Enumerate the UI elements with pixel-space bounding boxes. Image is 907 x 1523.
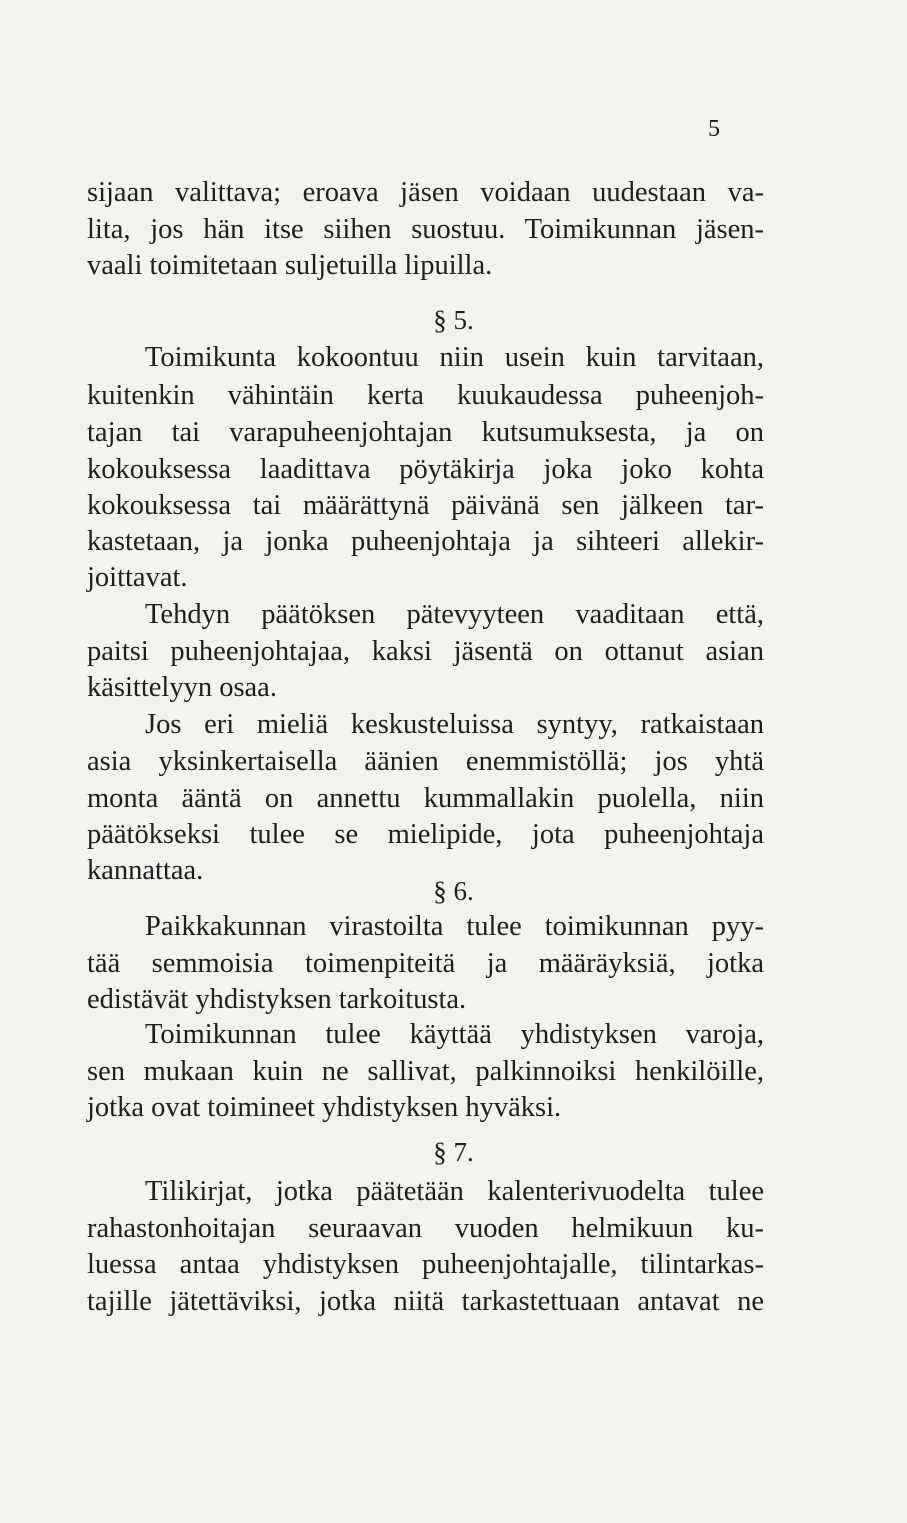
text-line: käsittelyyn osaa. (87, 672, 277, 703)
section-heading: § 7. (433, 1137, 474, 1167)
text-line: Tilikirjat, jotka päätetään kalenterivuodelta tulee (145, 1176, 764, 1207)
text-line: Toimikunnan tulee käyttää yhdistyksen varoja, (145, 1019, 764, 1050)
text-line: kastetaan, ja jonka puheenjohtaja ja sihteeri allekir- (87, 526, 764, 557)
text-line: päätökseksi tulee se mielipide, jota puheenjohtaja (87, 819, 764, 850)
text-line: paitsi puheenjohtajaa, kaksi jäsentä on ottanut asian (87, 636, 764, 667)
text-line: lita, jos hän itse siihen suostuu. Toimikunnan jäsen- (87, 214, 764, 245)
text-line: sen mukaan kuin ne sallivat, palkinnoiksi henkilöille, (87, 1056, 764, 1087)
section-heading: § 5. (433, 305, 474, 335)
text-line: Paikkakunnan virastoilta tulee toimikunnan pyy- (145, 911, 764, 942)
text-line: jotka ovat toimineet yhdistyksen hyväksi. (87, 1092, 562, 1123)
text-line: joittavat. (87, 562, 188, 593)
text-line: Toimikunta kokoontuu niin usein kuin tarvitaan, (145, 342, 764, 373)
text-line: asia yksinkertaisella äänien enemmistöllä; jos yhtä (87, 746, 764, 777)
text-line: tajille jätettäviksi, jotka niitä tarkastettuaan antavat ne (87, 1286, 764, 1317)
text-line: tää semmoisia toimenpiteitä ja määräyksiä, jotka (87, 948, 764, 979)
text-line: sijaan valittava; eroava jäsen voidaan uudestaan va- (87, 177, 764, 208)
text-line: Jos eri mieliä keskusteluissa syntyy, ratkaistaan (145, 709, 764, 740)
text-line: monta ääntä on annettu kummallakin puolella, niin (87, 783, 764, 814)
text-line: Tehdyn päätöksen pätevyyteen vaaditaan että, (145, 599, 764, 630)
text-line: kokouksessa laadittava pöytäkirja joka joko kohta (87, 454, 764, 485)
text-line: kannattaa. (87, 855, 204, 886)
text-line: rahastonhoitajan seuraavan vuoden helmikuun ku- (87, 1213, 764, 1244)
text-line: tajan tai varapuheenjohtajan kutsumuksesta, ja on (87, 417, 764, 448)
text-line: kokouksessa tai määrättynä päivänä sen jälkeen tar- (87, 490, 764, 521)
text-line: luessa antaa yhdistyksen puheenjohtajalle, tilintarkas- (87, 1249, 764, 1280)
section-heading: § 6. (433, 876, 474, 906)
text-line: edistävät yhdistyksen tarkoitusta. (87, 984, 467, 1015)
page-number: 5 (708, 116, 720, 142)
text-line: kuitenkin vähintäin kerta kuukaudessa puheenjoh- (87, 380, 764, 411)
text-line: vaali toimitetaan suljetuilla lipuilla. (87, 250, 493, 281)
